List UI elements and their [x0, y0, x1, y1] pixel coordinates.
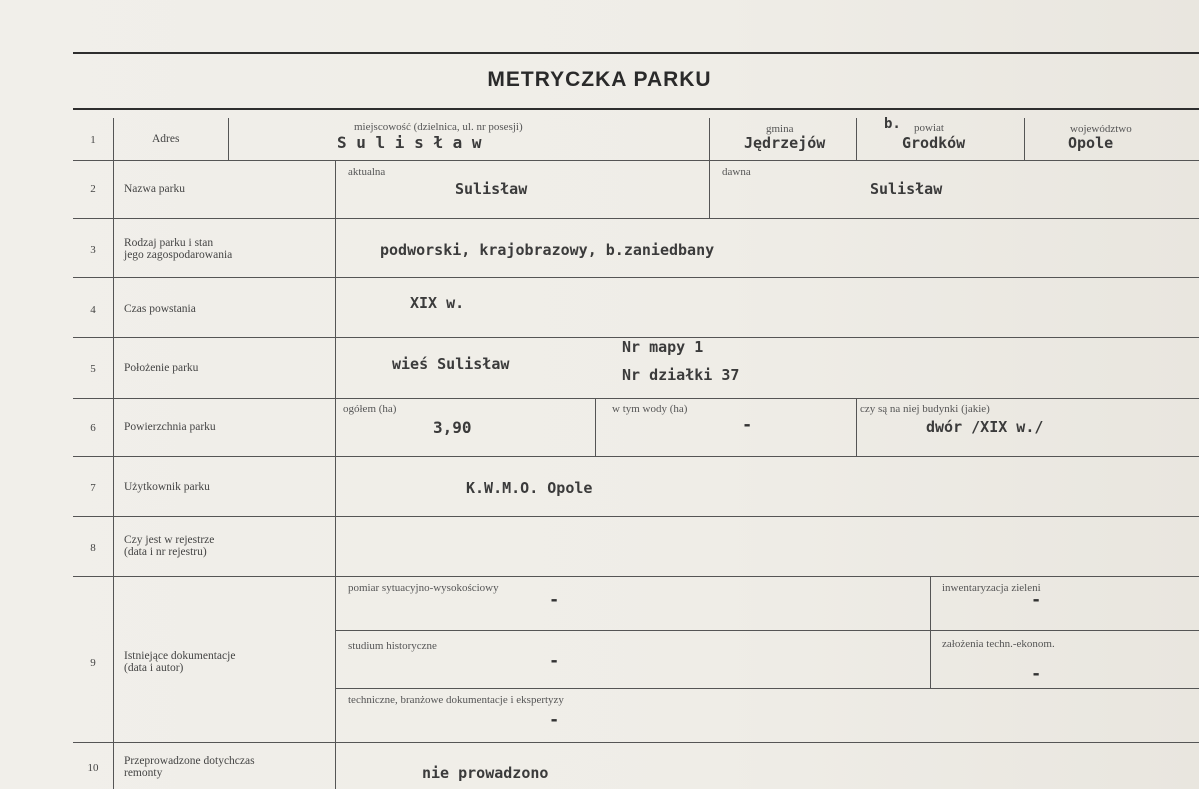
value-gmina: Jędrzejów	[744, 134, 826, 152]
row-separator	[73, 277, 1199, 278]
caption-aktualna: aktualna	[348, 166, 386, 178]
value-ogolem: 3,90	[433, 418, 472, 437]
row-label-czas: Czas powstania	[124, 303, 196, 315]
row-separator	[73, 516, 1199, 517]
value-miejscowosc: S u l i s ł a w	[337, 133, 482, 152]
value-czas: XIX w.	[410, 294, 465, 312]
row-label-adres: Adres	[152, 133, 180, 145]
value-uzytkownik: K.W.M.O. Opole	[466, 479, 593, 497]
value-polozenie: wieś Sulisław	[392, 355, 510, 373]
caption-zalozenia: założenia techn.-ekonom.	[942, 638, 1055, 650]
row-number: 10	[87, 762, 99, 774]
caption-powiat: powiat	[914, 122, 944, 134]
row-label-rejestr-2: (data i nr rejestru)	[124, 546, 207, 558]
page-title: METRYCZKA PARKU	[487, 68, 712, 91]
caption-gmina: gmina	[766, 123, 794, 135]
caption-techniczne: techniczne, branżowe dokumentacje i ekspertyzy	[348, 694, 564, 706]
column-separator	[335, 160, 336, 789]
column-separator	[930, 576, 931, 688]
value-aktualna: Sulisław	[455, 180, 528, 198]
caption-pomiar: pomiar sytuacyjno-wysokościowy	[348, 582, 499, 594]
row-separator	[335, 688, 1199, 689]
caption-miejscowosc: miejscowość (dzielnica, ul. nr posesji)	[354, 121, 523, 133]
caption-budynki: czy są na niej budynki (jakie)	[860, 403, 990, 415]
title-rule	[73, 108, 1199, 110]
row-separator	[335, 630, 1199, 631]
row-number: 1	[90, 134, 96, 146]
row-number: 7	[90, 482, 96, 494]
row-label-polozenie: Położenie parku	[124, 362, 199, 374]
row-number: 5	[90, 363, 96, 375]
row-separator	[73, 160, 1199, 161]
value-studium: -	[549, 651, 560, 671]
value-nr-dzialki: Nr działki 37	[622, 366, 740, 384]
row-label-dokumentacje-1: Istniejące dokumentacje	[124, 650, 236, 662]
row-number: 3	[90, 244, 96, 256]
value-wojewodztwo: Opole	[1068, 134, 1114, 152]
value-woda: -	[742, 415, 753, 435]
caption-woda: w tym wody (ha)	[612, 403, 688, 415]
value-budynki: dwór /XIX w./	[926, 418, 1044, 436]
value-dawna: Sulisław	[870, 180, 943, 198]
row-number: 8	[90, 542, 96, 554]
column-separator	[856, 398, 857, 456]
value-remonty: nie prowadzono	[422, 764, 549, 782]
column-separator	[113, 118, 114, 789]
top-rule	[73, 52, 1199, 54]
row-separator	[73, 218, 1199, 219]
column-separator	[1024, 118, 1025, 160]
row-separator	[73, 576, 1199, 577]
column-separator	[595, 398, 596, 456]
row-separator	[73, 456, 1199, 457]
row-label-remonty-1: Przeprowadzone dotychczas	[124, 755, 255, 767]
row-label-rodzaj-2: jego zagospodarowania	[124, 249, 233, 261]
row-label-uzytkownik: Użytkownik parku	[124, 481, 210, 493]
value-zalozenia: -	[1031, 664, 1042, 684]
value-rodzaj: podworski, krajobrazowy, b.zaniedbany	[380, 241, 715, 259]
value-nr-mapy: Nr mapy 1	[622, 338, 704, 356]
row-label-powierzchnia: Powierzchnia parku	[124, 421, 216, 433]
row-label-nazwa: Nazwa parku	[124, 183, 185, 195]
row-number: 4	[90, 304, 96, 316]
row-number: 9	[90, 657, 96, 669]
caption-inwentaryzacja: inwentaryzacja zieleni	[942, 582, 1041, 594]
value-inwentaryzacja: -	[1031, 590, 1042, 610]
row-label-rodzaj-1: Rodzaj parku i stan	[124, 237, 214, 249]
row-label-rejestr-1: Czy jest w rejestrze	[124, 534, 215, 546]
caption-studium: studium historyczne	[348, 640, 437, 652]
caption-ogolem: ogółem (ha)	[343, 403, 397, 415]
value-techniczne: -	[549, 710, 560, 730]
row-number: 2	[90, 183, 96, 195]
value-powiat-prefix: b.	[884, 116, 901, 132]
caption-wojewodztwo: województwo	[1070, 123, 1132, 135]
value-pomiar: -	[549, 590, 560, 610]
row-separator	[73, 742, 1199, 743]
column-separator	[709, 118, 710, 218]
row-label-dokumentacje-2: (data i autor)	[124, 662, 184, 674]
column-separator	[228, 118, 229, 160]
value-powiat: Grodków	[902, 134, 966, 152]
caption-dawna: dawna	[722, 166, 751, 178]
row-label-remonty-2: remonty	[124, 767, 163, 779]
row-number: 6	[90, 422, 96, 434]
row-separator	[73, 398, 1199, 399]
column-separator	[856, 118, 857, 160]
